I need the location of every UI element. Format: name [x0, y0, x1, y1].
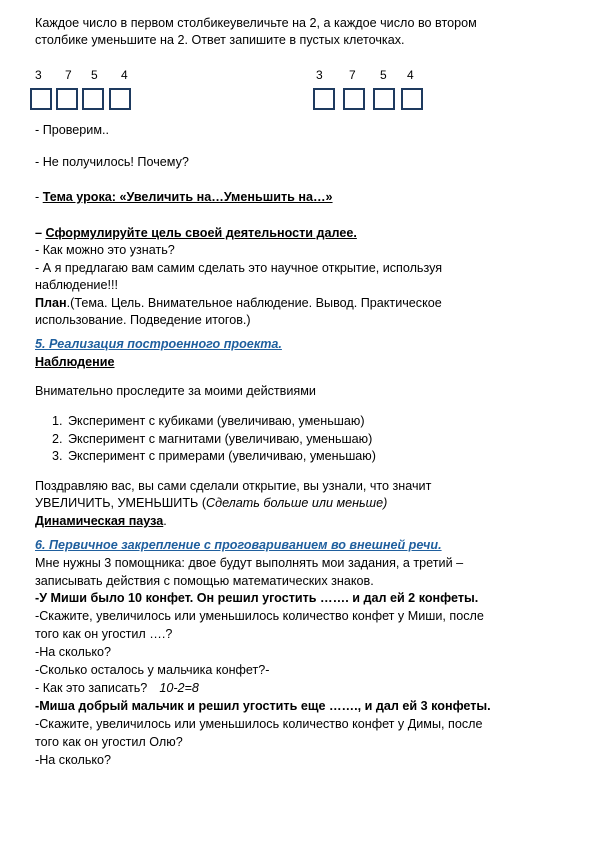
topic-line: [35, 190, 333, 205]
section-6-line: -На сколько?: [35, 645, 112, 659]
plan-text: .(Тема. Цель. Внимательное наблюдение. Вывод. Практическое: [66, 296, 442, 310]
column-number: 5: [380, 68, 387, 82]
column-number: 4: [407, 68, 414, 82]
column-number: 4: [121, 68, 128, 82]
list-item: 2. Эксперимент с магнитами (увеличиваю, уменьшаю): [52, 432, 373, 446]
section-6-heading: 6. Первичное закрепление с проговариванием во внешней речи.: [35, 538, 442, 552]
how-line: - Как можно это узнать?: [35, 243, 175, 257]
pause-dot: .: [163, 514, 167, 528]
plan-label: План: [35, 296, 67, 310]
goal-text: Сформулируйте цель своей деятельности далее.: [45, 226, 357, 240]
congrats-main: УВЕЛИЧИТЬ, УМЕНЬШИТЬ (: [35, 496, 207, 510]
column-number: 5: [91, 68, 98, 82]
offer-line-2: наблюдение!!!: [35, 278, 118, 292]
answer-box[interactable]: [30, 88, 52, 110]
section-6-line: того как он угостил ….?: [35, 627, 173, 641]
list-item-text: Эксперимент с магнитами (увеличиваю, уменьшаю): [68, 432, 373, 446]
answer-box[interactable]: [56, 88, 78, 110]
offer-line-1: - А я предлагаю вам самим сделать это научное открытие, используя: [35, 261, 443, 275]
fail-line: - Не получилось! Почему?: [35, 155, 189, 169]
column-number: 7: [349, 68, 356, 82]
section-6-line: -У Миши было 10 конфет. Он решил угостить ……. и дал ей 2 конфеты.: [35, 591, 479, 605]
congrats-line-1: Поздравляю вас, вы сами сделали открытие, вы узнали, что значит: [35, 479, 432, 493]
section-5-intro: Внимательно проследите за моими действиями: [35, 384, 316, 398]
section-6-line: -Скажите, увеличилось или уменьшилось количество конфет у Миши, после: [35, 609, 484, 623]
answer-box[interactable]: [82, 88, 104, 110]
section-6-line: -Сколько осталось у мальчика конфет?-: [35, 663, 270, 677]
lesson-topic: Тема урока: «Увеличить на…Уменьшить на…»: [42, 190, 333, 204]
column-number: 7: [65, 68, 72, 82]
column-number: 3: [316, 68, 323, 82]
plan-line-1: [35, 296, 442, 311]
list-item-text: Эксперимент с кубиками (увеличиваю, уменьшаю): [68, 414, 365, 428]
goal-line: [35, 226, 357, 241]
congrats-italic: Сделать больше или меньше): [206, 496, 388, 510]
section-6-line: -На сколько?: [35, 753, 112, 767]
list-item-text: Эксперимент с примерами (увеличиваю, уменьшаю): [68, 449, 376, 463]
dynamic-pause: Динамическая пауза: [35, 514, 164, 528]
answer-box[interactable]: [109, 88, 131, 110]
section-5-heading: 5. Реализация построенного проекта.: [35, 337, 282, 351]
column-number: 3: [35, 68, 42, 82]
answer-box[interactable]: [373, 88, 395, 110]
answer-box[interactable]: [401, 88, 423, 110]
topic-prefix: -: [35, 190, 43, 204]
list-item: 3. Эксперимент с примерами (увеличиваю, уменьшаю): [52, 449, 376, 463]
section-6-line: [35, 681, 199, 696]
task-line-2: столбике уменьшите на 2. Ответ запишите в пустых клеточках.: [35, 33, 405, 47]
section-5-subheading: Наблюдение: [35, 355, 115, 369]
answer-box[interactable]: [313, 88, 335, 110]
plan-line-2: использование. Подведение итогов.): [35, 313, 251, 327]
section-6-line: -Скажите, увеличилось или уменьшилось количество конфет у Димы, после: [35, 717, 483, 731]
answer-box[interactable]: [343, 88, 365, 110]
list-item: 1. Эксперимент с кубиками (увеличиваю, уменьшаю): [52, 414, 365, 428]
section-6-line: того как он угостил Олю?: [35, 735, 183, 749]
check-line: - Проверим..: [35, 123, 110, 137]
congrats-line-2: [35, 496, 387, 511]
task-line-1: Каждое число в первом столбикеувеличьте на 2, а каждое число во втором: [35, 16, 477, 30]
section-6-line: -Миша добрый мальчик и решил угостить еще ……., и дал ей 3 конфеты.: [35, 699, 491, 713]
expression: 10-2=8: [159, 681, 199, 695]
section-6-line: записывать действия с помощью математических знаков.: [35, 574, 374, 588]
pause-line: [35, 514, 167, 529]
write-question: - Как это записать?: [35, 681, 148, 695]
section-6-line: Мне нужны 3 помощника: двое будут выполнять мои задания, а третий –: [35, 556, 464, 570]
goal-prefix: –: [35, 226, 46, 240]
